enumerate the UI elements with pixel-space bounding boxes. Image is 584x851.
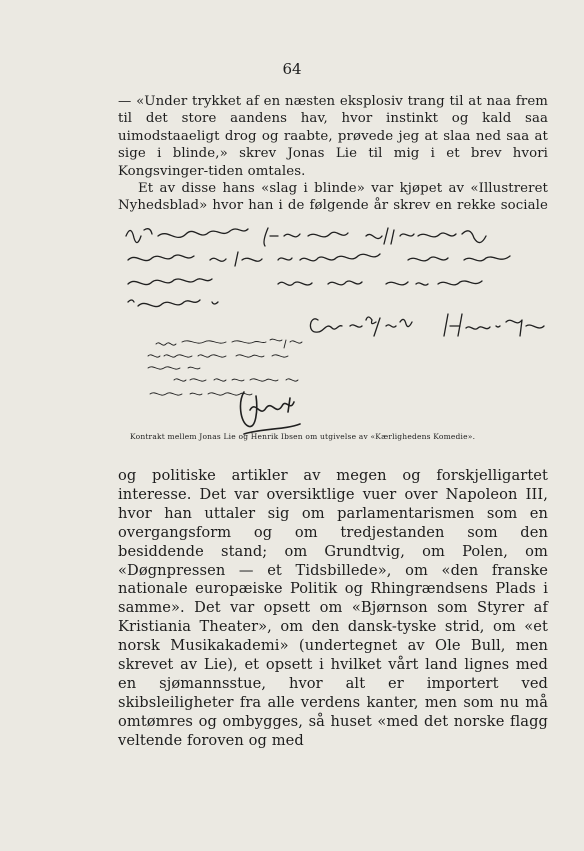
handwriting-lines-main [126, 228, 544, 336]
paragraph-illustreret-nyhedsblad: Et av disse hans «slag i blinde» var kjøpet av «Illustreret Nyhedsblad» hvor han i de følgende år skrev en rekke sociale [118, 181, 548, 214]
figure-caption: Kontrakt mellem Jonas Lie og Henrik Ibsen om utgivelse av «Kærlighedens Komedie». [130, 432, 476, 441]
page-number: 64 [282, 60, 302, 78]
handwriting-lines-small [148, 339, 302, 395]
paragraph-political-articles: og politiske artikler av megen og forskjelligartet interesse. Det var oversiktlige vuer over Napoleon III, hvor han uttaler sig om parlamentarismen som en overgangsform og om tredjestanden som den besiddende stand; om Grundtvig, om Polen, om «Døgnpressen — et Tidsbillede», om «den franske nationale europæiske Politik og Rhingrændsens Plads i samme». Det var opsett om «Bjørnson som Styrer af Kristiania Theater», om den dansk-tyske strid, om «et norsk Musikakademi» (undertegnet av Ole Bull, men skrevet av Lie), et opsett i hvilket vårt land lignes med en sjømannsstue, hvor alt er importert ved skibsleiligheter fra alle verdens kanter, men som nu må omtømres og ombygges, så huset «med det norske flagg veltende foroven og med [118, 467, 548, 749]
paragraph-quote: — «Under trykket af en næsten eksplosiv trang til at naa frem til det store aandens hav, hvor instinkt og kald saa uimodstaaeligt drog og raabte, prøvede jeg at slaa ned saa at sige i blinde,» skrev Jonas Lie til mig i et brev hvori Kongsvinger-tiden omtales. [118, 94, 548, 179]
handwritten-contract-facsimile [118, 222, 550, 436]
signature-jonas-lie [241, 392, 300, 434]
